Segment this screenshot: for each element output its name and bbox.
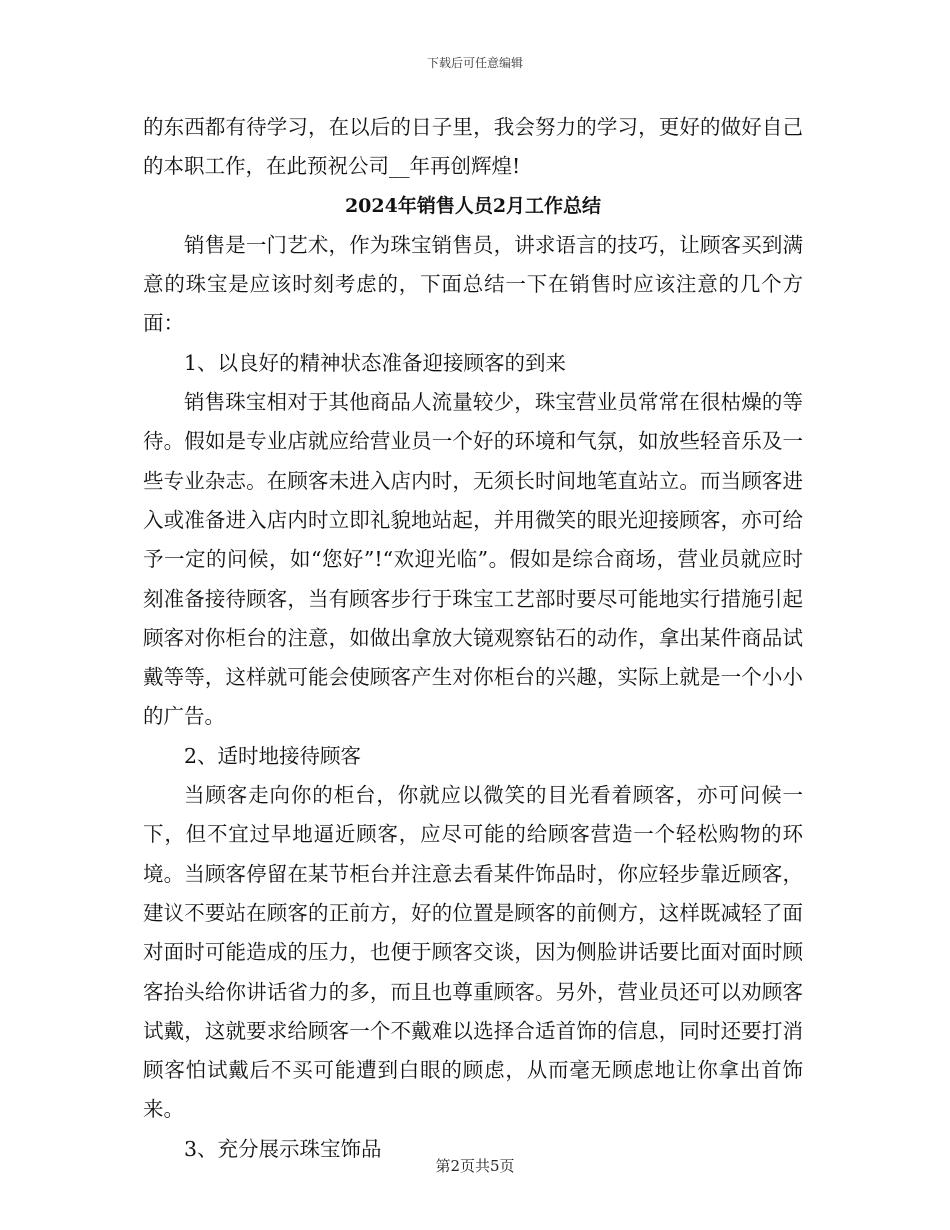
page-header: 下载后可任意编辑 bbox=[426, 56, 523, 70]
document-title: 2024年销售人员2月工作总结 bbox=[344, 194, 602, 217]
intro-paragraph: 销售是一门艺术，作为珠宝销售员，讲求语言的技巧，让顾客买到满意的珠宝是应该时刻考虑的，下面总结一下在销售时应该注意的几个方面： bbox=[143, 232, 803, 336]
section-3-heading: 3、充分展示珠宝饰品 bbox=[184, 1136, 382, 1161]
section-1-heading: 1、以良好的精神状态准备迎接顾客的到来 bbox=[184, 350, 567, 375]
continuation-paragraph: 的东西都有待学习，在以后的日子里，我会努力的学习，更好的做好自己的本职工作，在此预祝公司__年再创辉煌! bbox=[143, 115, 803, 179]
section-2-body: 当顾客走向你的柜台，你就应以微笑的目光看着顾客，亦可问候一下，但不宜过早地逼近顾客，应尽可能的给顾客营造一个轻松购物的环境。当顾客停留在某节柜台并注意去看某件饰品时，你应轻步靠近顾客，建议不要站在顾客的正前方，好的位置是顾客的前侧方，这样既减轻了面对面时可能造成的压力，也便于顾客交谈，因为侧脸讲话要比面对面时顾客抬头给你讲话省力的多，而且也尊重顾客。另外，营业员还可以劝顾客试戴，这就要求给顾客一个不戴难以选择合适首饰的信息，同时还要打消顾客怕试戴后不买可能遭到白眼的顾虑，从而毫无顾虑地让你拿出首饰来。 bbox=[143, 783, 803, 1122]
section-2-heading: 2、适时地接待顾客 bbox=[184, 743, 362, 768]
document-body bbox=[143, 108, 803, 1169]
page-footer: 第2页共5页 bbox=[435, 1157, 515, 1175]
section-1-body: 销售珠宝相对于其他商品人流量较少，珠宝营业员常常在很枯燥的等待。假如是专业店就应给营业员一个好的环境和气氛，如放些轻音乐及一些专业杂志。在顾客未进入店内时，无须长时间地笔直站立。而当顾客进入或准备进入店内时立即礼貌地站起，并用微笑的眼光迎接顾客，亦可给予一定的问候，如“您好”!“欢迎光临”。假如是综合商场，营业员就应时刻准备接待顾客，当有顾客步行于珠宝工艺部时要尽可能地实行措施引起顾客对你柜台的注意，如做出拿放大镜观察钻石的动作，拿出某件商品试戴等等，这样就可能会使顾客产生对你柜台的兴趣，实际上就是一个小小的广告。 bbox=[143, 390, 803, 729]
